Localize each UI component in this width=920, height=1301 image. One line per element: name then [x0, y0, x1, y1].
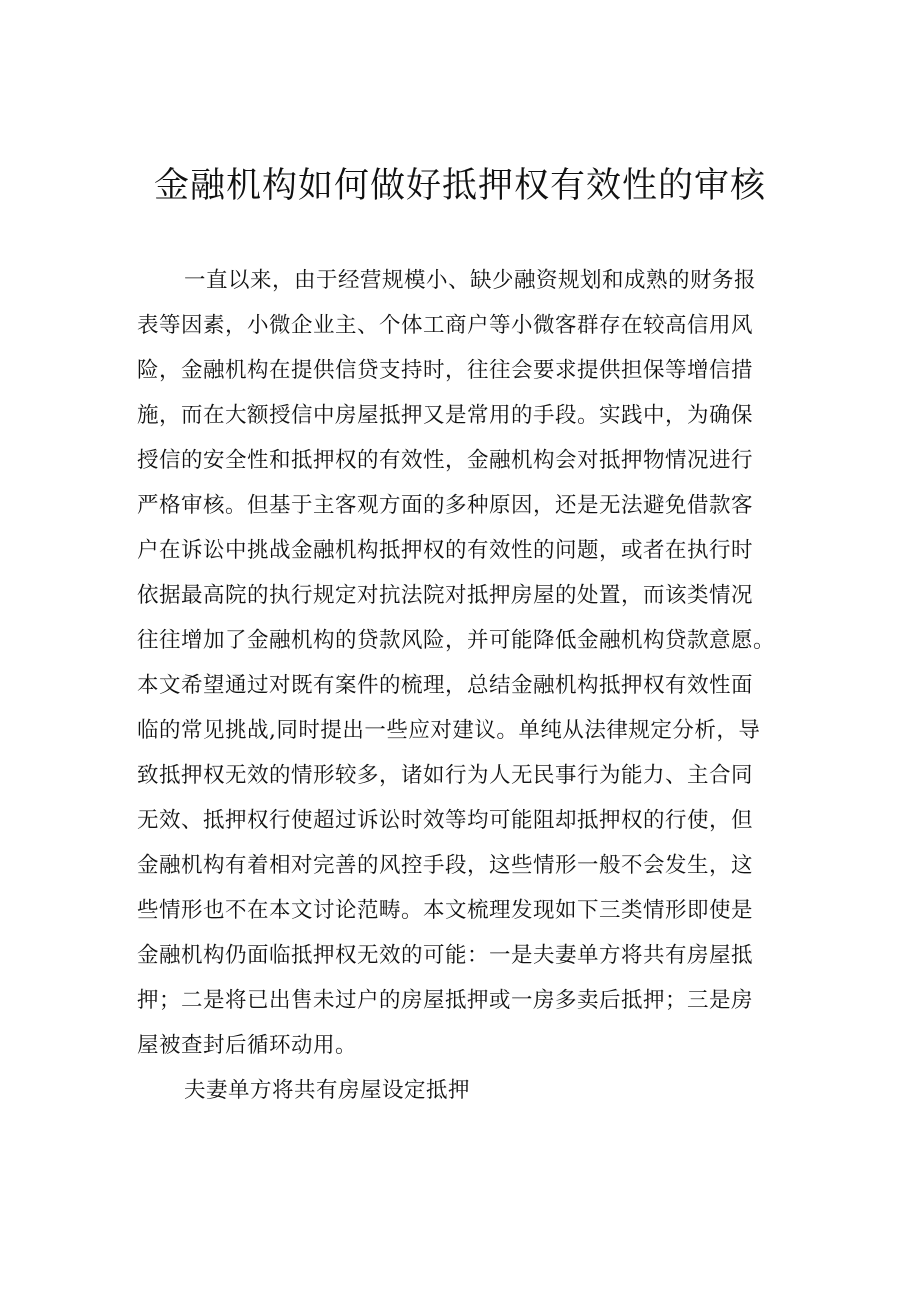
- paragraph-line: 押；二是将已出售未过户的房屋抵押或一房多卖后抵押；三是房: [137, 988, 754, 1013]
- paragraph-line: 临的常见挑战,同时提出一些应对建议。单纯从法律规定分析，导: [137, 718, 761, 743]
- paragraph-line: 无效、抵押权行使超过诉讼时效等均可能阻却抵押权的行使，但: [137, 808, 754, 833]
- paragraph-line: 往往增加了金融机构的贷款风险，并可能降低金融机构贷款意愿。: [137, 628, 776, 653]
- paragraph-line: 户在诉讼中挑战金融机构抵押权的有效性的问题，或者在执行时: [137, 538, 754, 563]
- paragraph-line: 险，金融机构在提供信贷支持时，往往会要求提供担保等增信措: [137, 358, 754, 383]
- paragraph-line: 严格审核。但基于主客观方面的多种原因，还是无法避免借款客: [137, 493, 754, 518]
- paragraph-line: 金融机构有着相对完善的风控手段，这些情形一般不会发生，这: [137, 853, 754, 878]
- paragraph-line: 屋被查封后循环动用。: [137, 1033, 358, 1058]
- paragraph-line: 一直以来，由于经营规模小、缺少融资规划和成熟的财务报: [184, 268, 757, 293]
- paragraph-line: 致抵押权无效的情形较多，诸如行为人无民事行为能力、主合同: [137, 763, 754, 788]
- paragraph-line: 依据最高院的执行规定对抗法院对抵押房屋的处置，而该类情况: [137, 583, 754, 608]
- paragraph-line: 施，而在大额授信中房屋抵押又是常用的手段。实践中，为确保: [137, 403, 754, 428]
- paragraph-line: 本文希望通过对既有案件的梳理，总结金融机构抵押权有效性面: [137, 673, 754, 698]
- body-paragraph: [137, 258, 797, 1113]
- document-title: 金融机构如何做好抵押权有效性的审核: [153, 166, 766, 206]
- paragraph-line: 些情形也不在本文讨论范畴。本文梳理发现如下三类情形即使是: [137, 898, 754, 923]
- paragraph-line: 金融机构仍面临抵押权无效的可能：一是夫妻单方将共有房屋抵: [137, 943, 754, 968]
- paragraph-line: 授信的安全性和抵押权的有效性，金融机构会对抵押物情况进行: [137, 448, 754, 473]
- paragraph-line: 表等因素，小微企业主、个体工商户等小微客群存在较高信用风: [137, 313, 754, 338]
- section-heading: 夫妻单方将共有房屋设定抵押: [184, 1078, 471, 1103]
